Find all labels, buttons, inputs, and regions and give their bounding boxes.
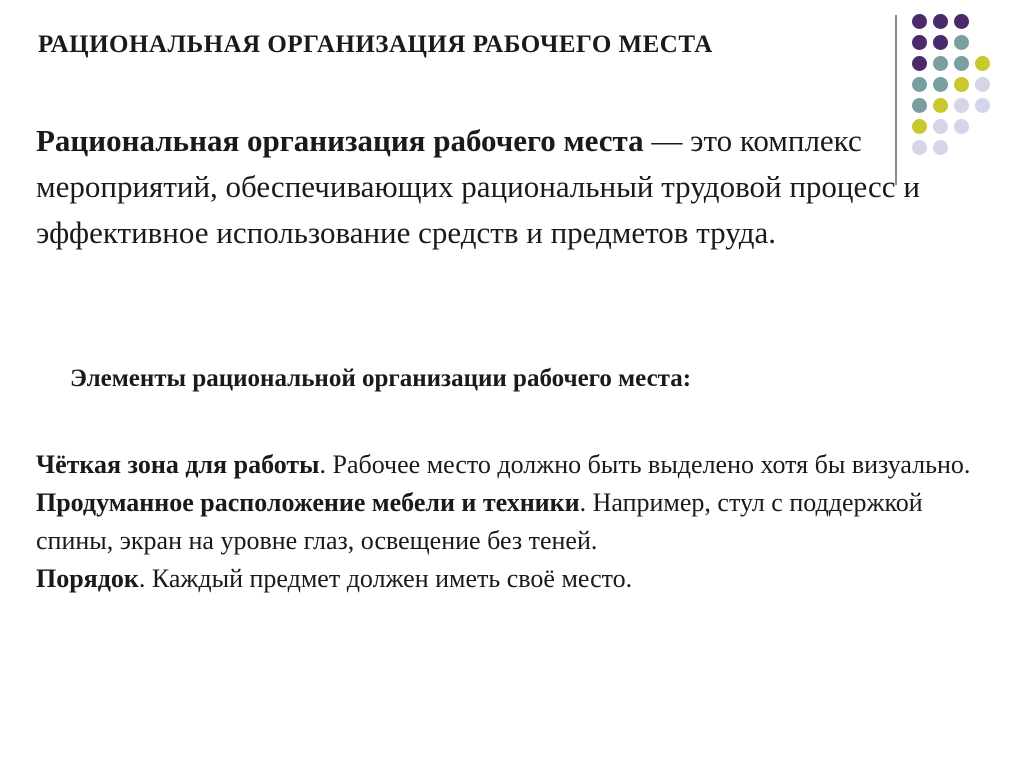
definition-text: — это комплекс мероприятий, обеспечивающих рациональный трудовой процесс и эффективное использование средств и предметов труда. [36,123,920,250]
decorative-dot [954,35,969,50]
decorative-dot [954,56,969,71]
definition-term: Рациональная организация рабочего места [36,123,644,158]
definition-paragraph [36,118,936,256]
element-text: . Каждый предмет должен иметь своё место. [138,564,633,593]
element-term: Чёткая зона для работы [36,450,320,479]
decorative-dot [933,77,948,92]
decorative-dot [933,98,948,113]
decorative-dot [975,77,990,92]
decorative-dot [954,98,969,113]
decorative-dot [912,98,927,113]
element-text: . Рабочее место должно быть выделено хотя бы визуально. [319,450,971,479]
element-text: . Например, стул с поддержкой спины, экран на уровне глаз, освещение без теней. [36,488,923,555]
decorative-dot [975,98,990,113]
decorative-dot [912,56,927,71]
decorative-dot [975,56,990,71]
decorative-dot [954,119,969,134]
elements-heading: Элементы рациональной организации рабочего места: [70,365,692,392]
decorative-dot [954,77,969,92]
element-item [36,560,976,598]
element-item [36,484,976,560]
decorative-dot [912,14,927,29]
element-term: Порядок [36,564,139,593]
slide-title: РАЦИОНАЛЬНАЯ ОРГАНИЗАЦИЯ РАБОЧЕГО МЕСТА [38,31,713,58]
decorative-dot [933,14,948,29]
decorative-dot [933,56,948,71]
decorative-dot [912,77,927,92]
element-term: Продуманное расположение мебели и техники [36,488,580,517]
element-item [36,446,976,484]
decorative-dot [954,14,969,29]
decorative-dot [912,35,927,50]
decorative-dot [933,35,948,50]
elements-list [36,446,976,598]
